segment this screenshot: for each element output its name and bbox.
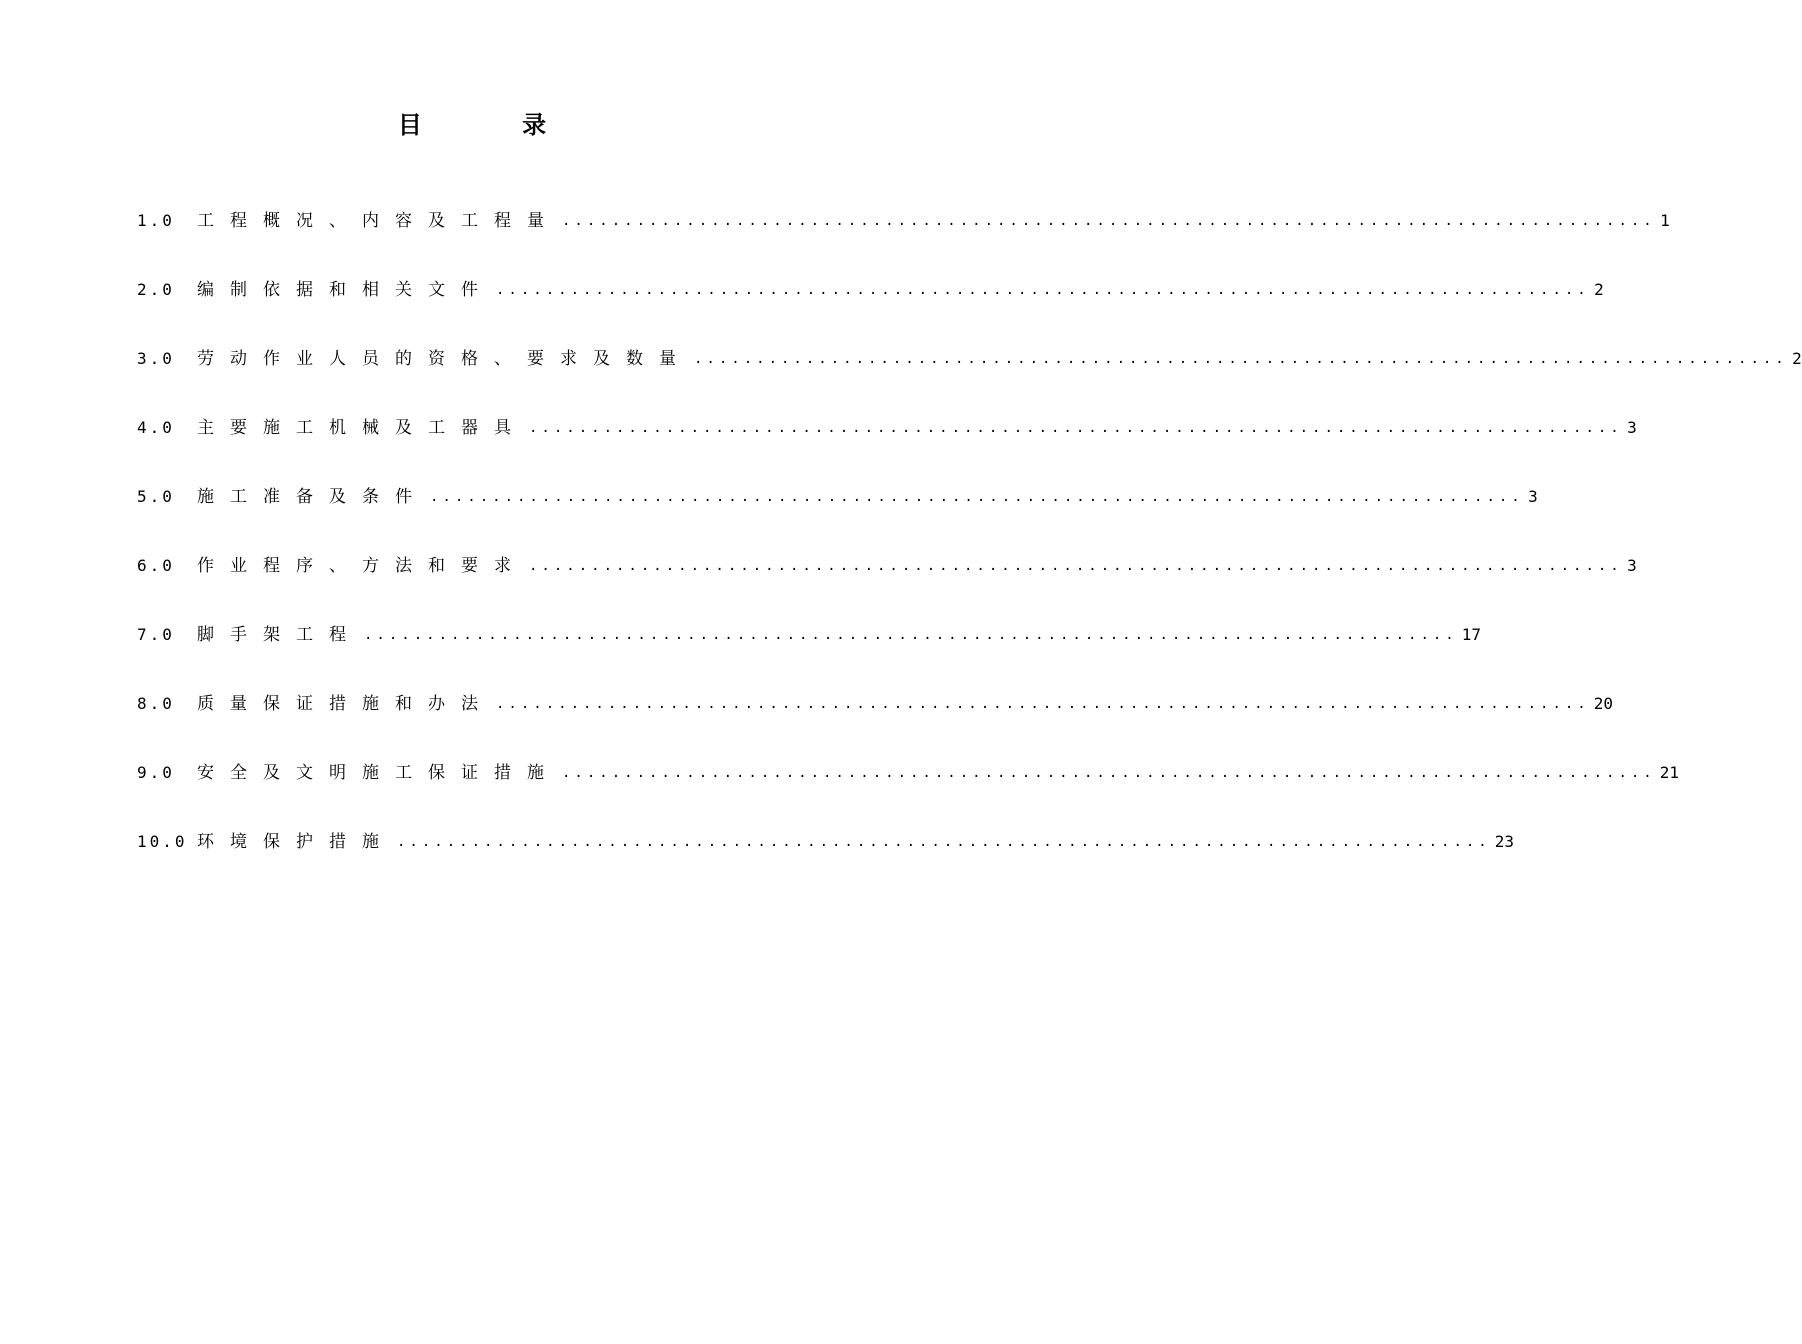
toc-entry-number: 3.0 [137, 349, 175, 368]
toc-dot-leader: ........................................................................................ [364, 627, 1458, 643]
toc-entry-number: 1.0 [137, 211, 175, 230]
toc-entry-title: 作业程序、方法和要求 [197, 556, 527, 576]
toc-dot-leader: ........................................................................................ [529, 420, 1623, 436]
toc-entry-page: 3 [1528, 487, 1538, 506]
toc-dot-leader: ........................................................................................ [430, 489, 1524, 505]
toc-entry[interactable] [137, 688, 1613, 757]
toc-entry-page: 2 [1792, 349, 1802, 368]
toc-entry[interactable] [137, 481, 1538, 550]
toc-entry-title: 环境保护措施 [197, 832, 395, 852]
toc-entry-number: 9.0 [137, 763, 175, 782]
toc-entry[interactable] [137, 343, 1802, 412]
toc-entry[interactable] [137, 826, 1514, 895]
toc-list [137, 205, 1802, 895]
toc-entry-title: 编制依据和相关文件 [197, 280, 494, 300]
toc-entry[interactable] [137, 274, 1604, 343]
toc-entry-number: 7.0 [137, 625, 175, 644]
toc-entry-title: 工程概况、内容及工程量 [197, 211, 560, 231]
toc-entry-page: 20 [1593, 694, 1613, 713]
toc-dot-leader: ........................................................................................ [397, 834, 1491, 850]
toc-title: 目 录 [397, 111, 593, 139]
toc-entry-title: 劳动作业人员的资格、要求及数量 [197, 349, 692, 369]
toc-entry-title: 质量保证措施和办法 [197, 694, 494, 714]
toc-entry[interactable] [137, 757, 1679, 826]
toc-entry-title: 主要施工机械及工器具 [197, 418, 527, 438]
toc-dot-leader: ........................................................................................ [562, 213, 1656, 229]
toc-entry-page: 1 [1660, 211, 1670, 230]
toc-entry-number: 4.0 [137, 418, 175, 437]
toc-entry-page: 21 [1659, 763, 1679, 782]
toc-entry-page: 17 [1461, 625, 1481, 644]
toc-entry-number: 5.0 [137, 487, 175, 506]
toc-entry-page: 2 [1594, 280, 1604, 299]
toc-entry-title: 脚手架工程 [197, 625, 362, 645]
toc-entry-page: 3 [1627, 418, 1637, 437]
toc-entry-number: 2.0 [137, 280, 175, 299]
toc-dot-leader: ........................................................................................ [694, 351, 1788, 367]
toc-entry[interactable] [137, 412, 1637, 481]
toc-entry[interactable] [137, 619, 1481, 688]
toc-entry-title: 安全及文明施工保证措施 [197, 763, 560, 783]
toc-entry[interactable] [137, 550, 1637, 619]
toc-entry-number: 6.0 [137, 556, 175, 575]
toc-dot-leader: ........................................................................................ [496, 282, 1590, 298]
toc-entry-number: 8.0 [137, 694, 175, 713]
toc-dot-leader: ........................................................................................ [562, 765, 1656, 781]
toc-entry-title: 施工准备及条件 [197, 487, 428, 507]
toc-dot-leader: ........................................................................................ [496, 696, 1590, 712]
toc-entry-page: 3 [1627, 556, 1637, 575]
toc-entry[interactable] [137, 205, 1670, 274]
toc-entry-number: 10.0 [137, 832, 188, 851]
toc-dot-leader: ........................................................................................ [529, 558, 1623, 574]
toc-entry-page: 23 [1494, 832, 1514, 851]
